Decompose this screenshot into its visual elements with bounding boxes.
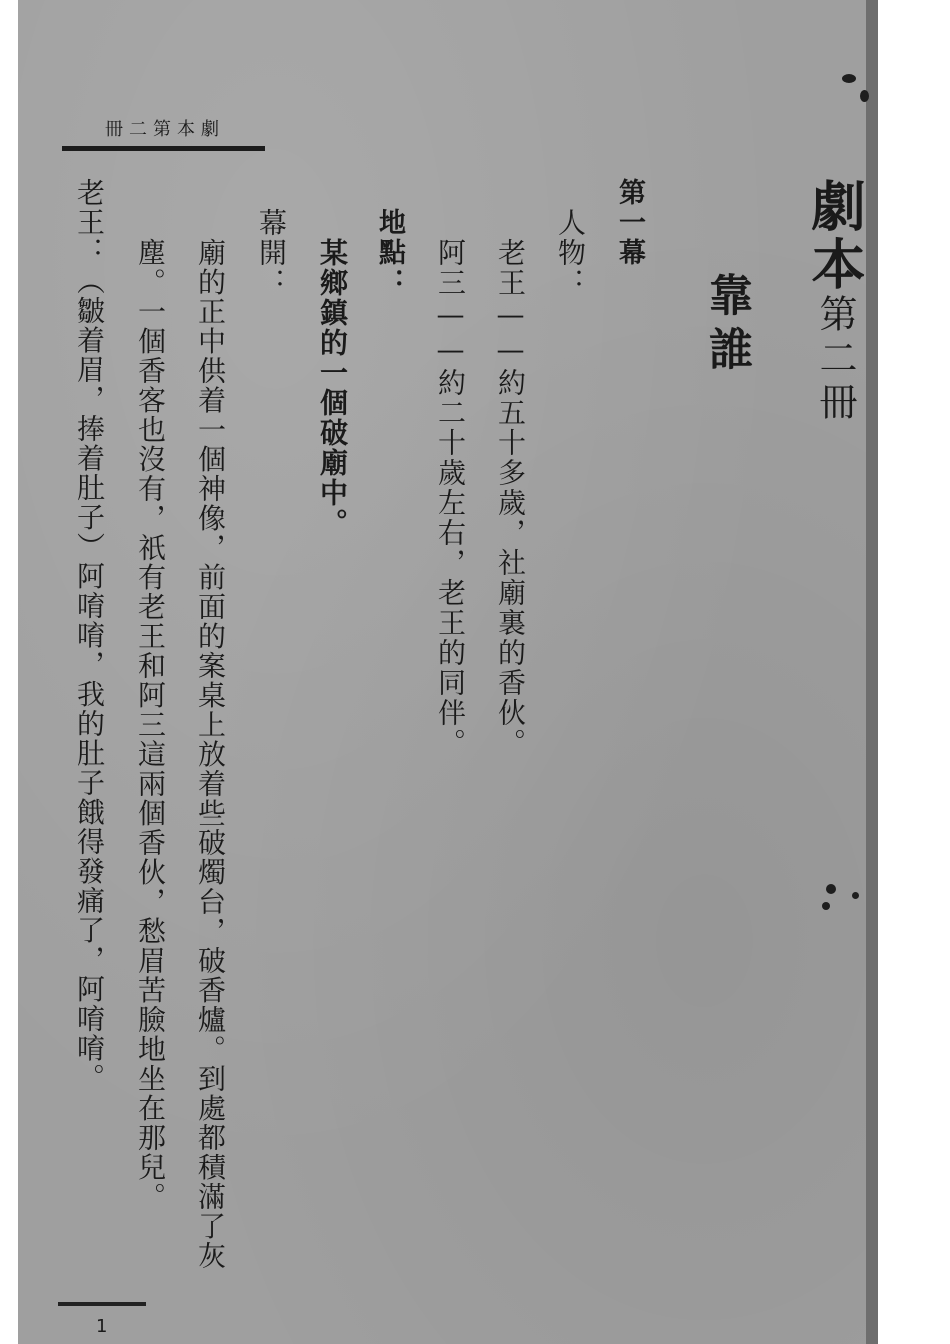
stage-direction: 廟的正中供着一個神像，前面的案桌上放着些破燭台，破香爐。到處都積滿了灰 bbox=[194, 238, 227, 1271]
ink-speck bbox=[852, 892, 859, 899]
character-entry: 阿三——約二十歲左右，老王的同伴。 bbox=[434, 238, 467, 758]
character-entry: 老王——約五十多歲，社廟裏的香伙。 bbox=[494, 238, 527, 758]
book-title-main: 劇本 bbox=[803, 178, 867, 294]
header-rule bbox=[62, 146, 265, 151]
ink-speck bbox=[860, 90, 869, 102]
ink-speck bbox=[842, 74, 856, 83]
page-number: 1 bbox=[96, 1316, 108, 1337]
dialogue-line: 老王：（皺着眉，捧着肚子）阿唷唷，我的肚子餓得發痛了，阿唷唷。 bbox=[73, 178, 106, 1093]
play-title: 靠誰 bbox=[701, 272, 752, 380]
book-title-volume: 第二冊 bbox=[813, 294, 857, 426]
act-heading: 第一幕 bbox=[614, 178, 645, 268]
location-text: 某鄉鎮的一個破廟中。 bbox=[316, 238, 349, 538]
stage-direction: 塵。一個香客也沒有，祇有老王和阿三這兩個香伙，愁眉苦臉地坐在那兒。 bbox=[134, 238, 167, 1212]
running-header: 劇本第二冊 bbox=[105, 119, 225, 140]
footer-rule bbox=[58, 1302, 146, 1306]
book-title bbox=[803, 178, 867, 426]
characters-label: 人物： bbox=[554, 208, 587, 298]
curtain-label: 幕開： bbox=[255, 208, 288, 298]
page-edge-shadow bbox=[866, 0, 878, 1344]
ink-speck bbox=[826, 884, 836, 894]
ink-speck bbox=[822, 902, 830, 910]
location-label: 地點： bbox=[374, 208, 405, 298]
